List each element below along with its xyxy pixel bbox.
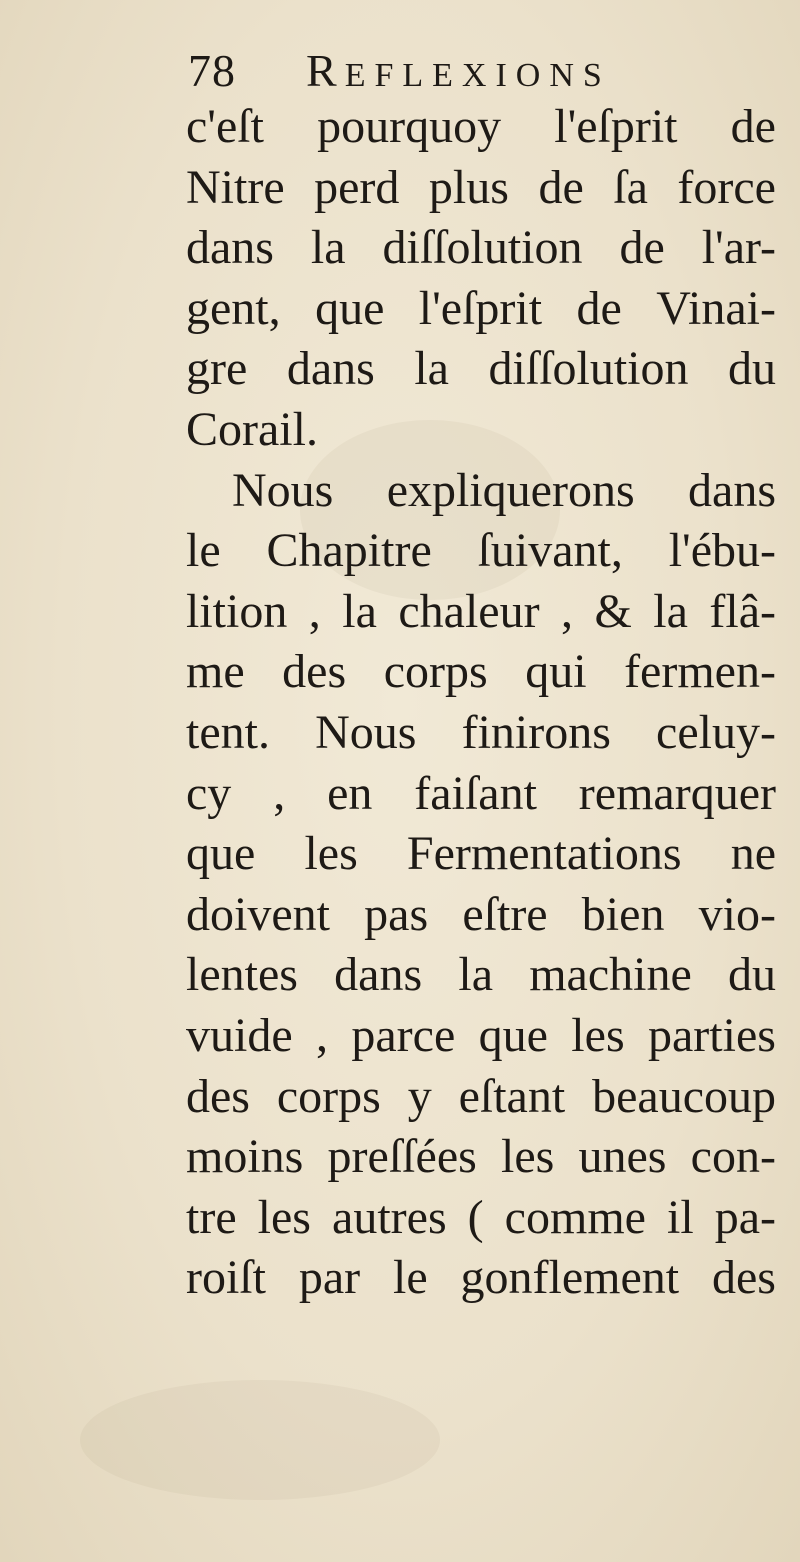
text-line: cy , en faiſant remarquer bbox=[186, 767, 776, 820]
text-line: lentes dans la machine du bbox=[186, 948, 776, 1001]
text-line: gent, que l'eſprit de Vinai- bbox=[186, 282, 776, 335]
text-line: c'eſt pourquoy l'eſprit de bbox=[186, 100, 776, 153]
text-line: Corail. bbox=[186, 403, 318, 456]
text-line: gre dans la diſſolution du bbox=[186, 342, 776, 395]
text-line: roiſt par le gonflement des bbox=[186, 1251, 776, 1304]
page-number: 78 bbox=[188, 45, 236, 96]
text-line: me des corps qui fermen- bbox=[186, 645, 776, 698]
paper-stain bbox=[80, 1380, 440, 1500]
text-line: Nitre perd plus de ſa force bbox=[186, 161, 776, 214]
text-line: moins preſſées les unes con- bbox=[186, 1130, 776, 1183]
running-head bbox=[306, 44, 611, 97]
running-head-rest: EFLEXIONS bbox=[344, 57, 611, 94]
text-line: vuide , parce que les parties bbox=[186, 1009, 776, 1062]
text-line: que les Fermentations ne bbox=[186, 827, 776, 880]
running-head-initial: R bbox=[306, 45, 345, 96]
text-line: tre les autres ( comme il pa- bbox=[186, 1191, 776, 1244]
text-line: le Chapitre ſuivant, l'ébu- bbox=[186, 524, 776, 577]
text-line: doivent pas eſtre bien vio- bbox=[186, 888, 776, 941]
text-line: lition , la chaleur , & la flâ- bbox=[186, 585, 776, 638]
text-line: Nous expliquerons dans bbox=[232, 464, 776, 517]
page-header bbox=[188, 44, 611, 104]
body-text bbox=[0, 97, 800, 1387]
text-line: dans la diſſolution de l'ar- bbox=[186, 221, 776, 274]
text-line: des corps y eſtant beaucoup bbox=[186, 1070, 776, 1123]
text-line: tent. Nous finirons celuy- bbox=[186, 706, 776, 759]
